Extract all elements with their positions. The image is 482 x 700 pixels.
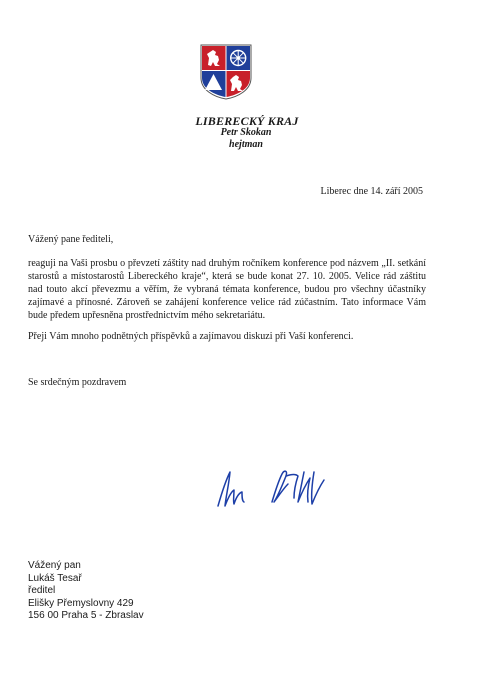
body-paragraph: Přeji Vám mnoho podnětných příspěvků a zajímavou diskuzi při Vaší konferenci.: [28, 331, 354, 342]
address-line: 156 00 Praha 5 - Zbraslav: [28, 610, 144, 621]
address-line: Elišky Přemyslovny 429: [28, 597, 134, 609]
signatory-name: Petr Skokan: [220, 127, 272, 138]
regional-coat-of-arms-icon: [200, 44, 252, 100]
salutation: Vážený pane řediteli,: [28, 234, 114, 245]
address-line: Lukáš Tesař: [28, 572, 82, 584]
handwritten-signature-icon: [212, 462, 342, 516]
date-line: Liberec dne 14. září 2005: [320, 186, 423, 197]
recipient-address: [28, 560, 144, 623]
address-line: Vážený pan: [28, 560, 81, 571]
organization-name: LIBERECKÝ KRAJ: [195, 114, 299, 128]
signatory-role: hejtman: [229, 139, 263, 150]
closing: Se srdečným pozdravem: [28, 377, 127, 388]
address-line: ředitel: [28, 585, 56, 596]
body-paragraph: reaguji na Vaši prosbu o převzetí záštity nad druhým ročníkem konference pod názvem „II. setkání starostů a místostarostů Libereckého kraje“, která se bude konat 27. 10. 2005. Velice rád záštitu nad touto akcí převezmu a věřím, že vybraná témata konference, budou pro všechny účastníky zajímavé a přínosné. Zároveň se zahájení konference velice rád zúčastním. Tato informace Vám bude předem upřesněna prostřednictvím mého sekretariátu.: [28, 258, 426, 321]
